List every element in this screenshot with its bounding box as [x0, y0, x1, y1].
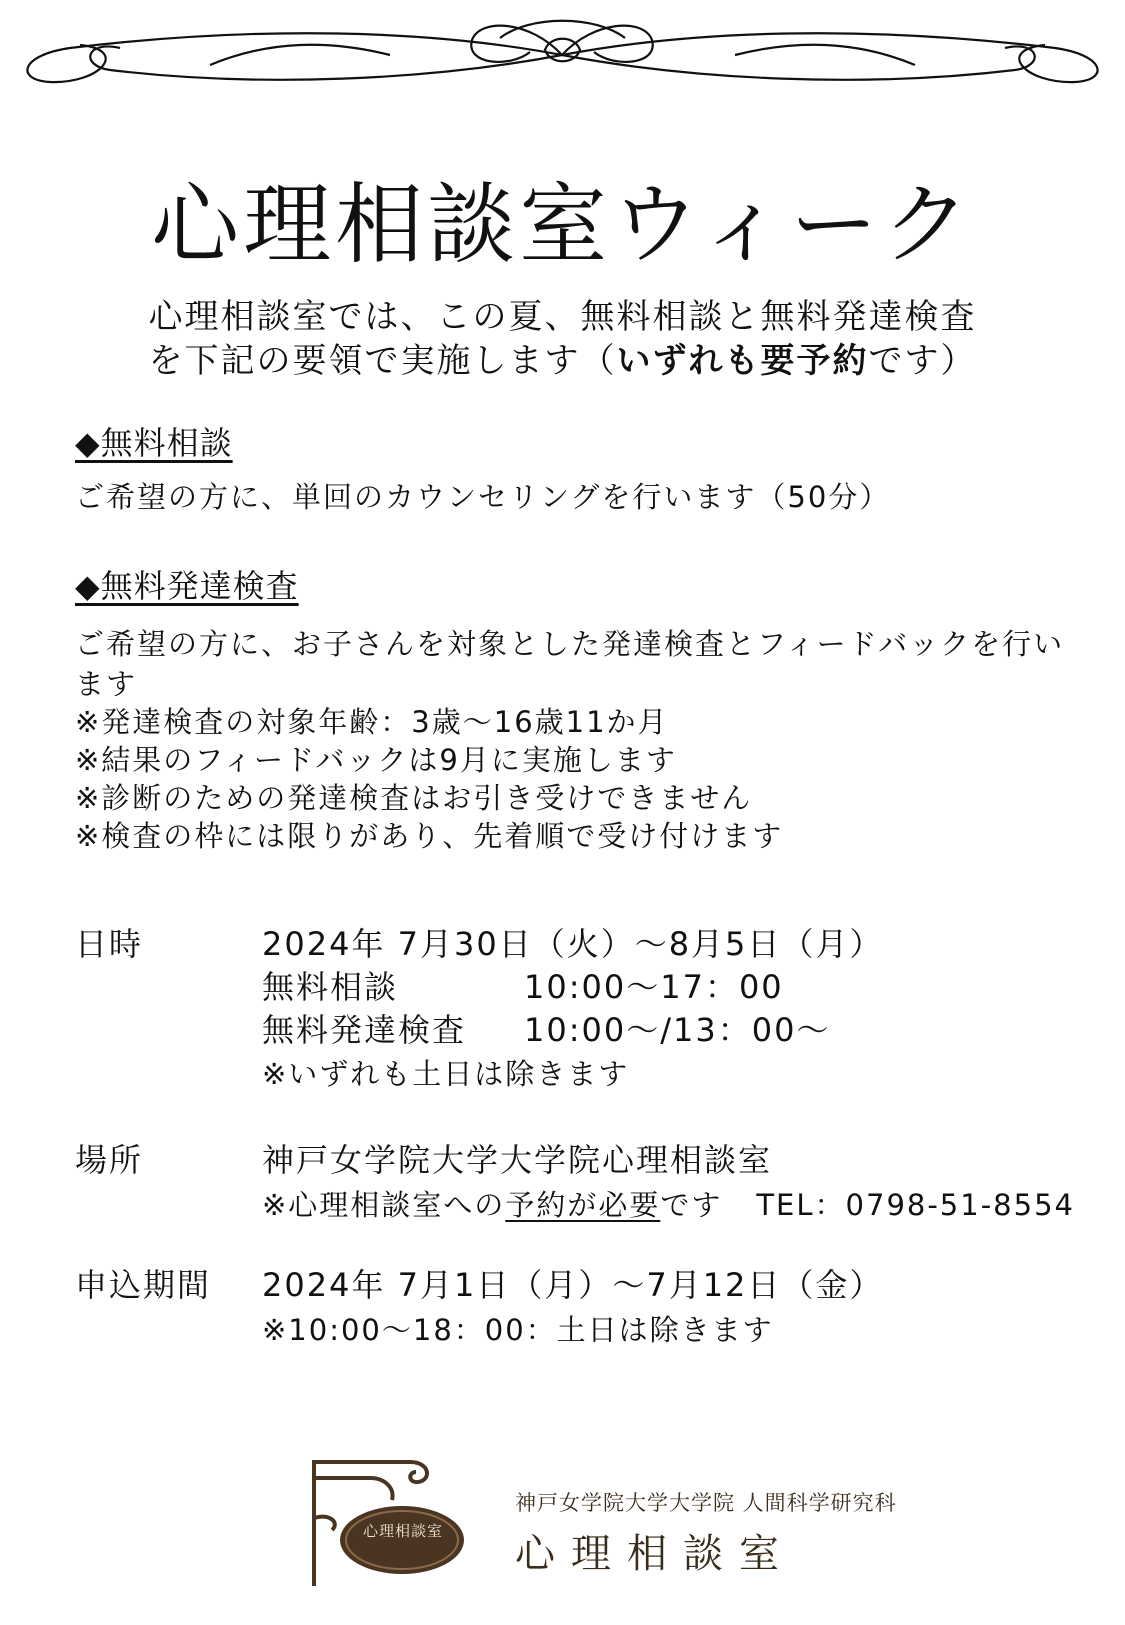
- free-developmental-test-text: ご希望の方に、お子さんを対象とした発達検査とフィードバックを行います: [75, 627, 1065, 701]
- schedule-consult-time: 10:00～17：00: [524, 968, 784, 1006]
- place-note: [262, 1185, 1075, 1225]
- schedule-note: ※いずれも土日は除きます: [262, 1057, 630, 1091]
- apply-label: 申込期間: [75, 1266, 212, 1304]
- devtest-note-feedback: ※結果のフィードバックは9月に実施します: [75, 743, 677, 777]
- devtest-note-diagnosis: ※診断のための発達検査はお引き受けできません: [75, 781, 753, 815]
- schedule-test-row: [262, 1008, 830, 1052]
- schedule-test-time: 10:00～/13：00～: [524, 1011, 831, 1049]
- devtest-note-age: ※発達検査の対象年齢：3歳～16歳11か月: [75, 705, 669, 739]
- intro-line-2: [0, 339, 1125, 383]
- page-title: 心理相談室ウィーク: [151, 173, 974, 276]
- place-note-end: です: [660, 1188, 723, 1222]
- place-note-reservation: 予約が必要: [505, 1188, 661, 1222]
- schedule-consult-row: [262, 965, 784, 1009]
- schedule-label: 日時: [75, 925, 144, 963]
- organization-subtitle: 神戸女学院大学大学院 人間科学研究科: [515, 1491, 897, 1515]
- devtest-note-limit: ※検査の枠には限りがあり、先着順で受け付けます: [75, 819, 784, 853]
- free-consultation-text: ご希望の方に、単回のカウンセリングを行います（50分）: [75, 480, 891, 514]
- place-name: 神戸女学院大学大学院心理相談室: [262, 1141, 773, 1179]
- place-tel: TEL：0798-51-8554: [756, 1188, 1075, 1222]
- logo-plate-text: 心理相談室: [362, 1522, 443, 1540]
- schedule-dates: 2024年 7月30日（火）～8月5日（月）: [262, 925, 884, 963]
- intro-line-1: 心理相談室では、この夏、無料相談と無料発達検査: [148, 297, 977, 337]
- free-developmental-test-heading: ◆無料発達検査: [75, 567, 299, 605]
- intro-line-2-start: を下記の要領で実施します（: [148, 341, 617, 381]
- intro-reservation-required: いずれも要予約: [616, 341, 869, 381]
- organization-name: 心理相談室: [515, 1531, 795, 1577]
- intro-text: [0, 295, 1125, 383]
- place-label: 場所: [75, 1141, 144, 1179]
- apply-note: ※10:00～18：00：土日は除きます: [262, 1313, 774, 1347]
- apply-dates: 2024年 7月1日（月）～7月12日（金）: [262, 1266, 884, 1304]
- intro-line-2-end: です）: [868, 341, 977, 381]
- place-note-start: ※心理相談室への: [262, 1188, 506, 1222]
- schedule-consult-label: 無料相談: [262, 968, 399, 1006]
- decorative-flourish-ornament: [10, 10, 1115, 100]
- free-consultation-heading: ◆無料相談: [75, 424, 233, 462]
- schedule-test-label: 無料発達検査: [262, 1011, 467, 1049]
